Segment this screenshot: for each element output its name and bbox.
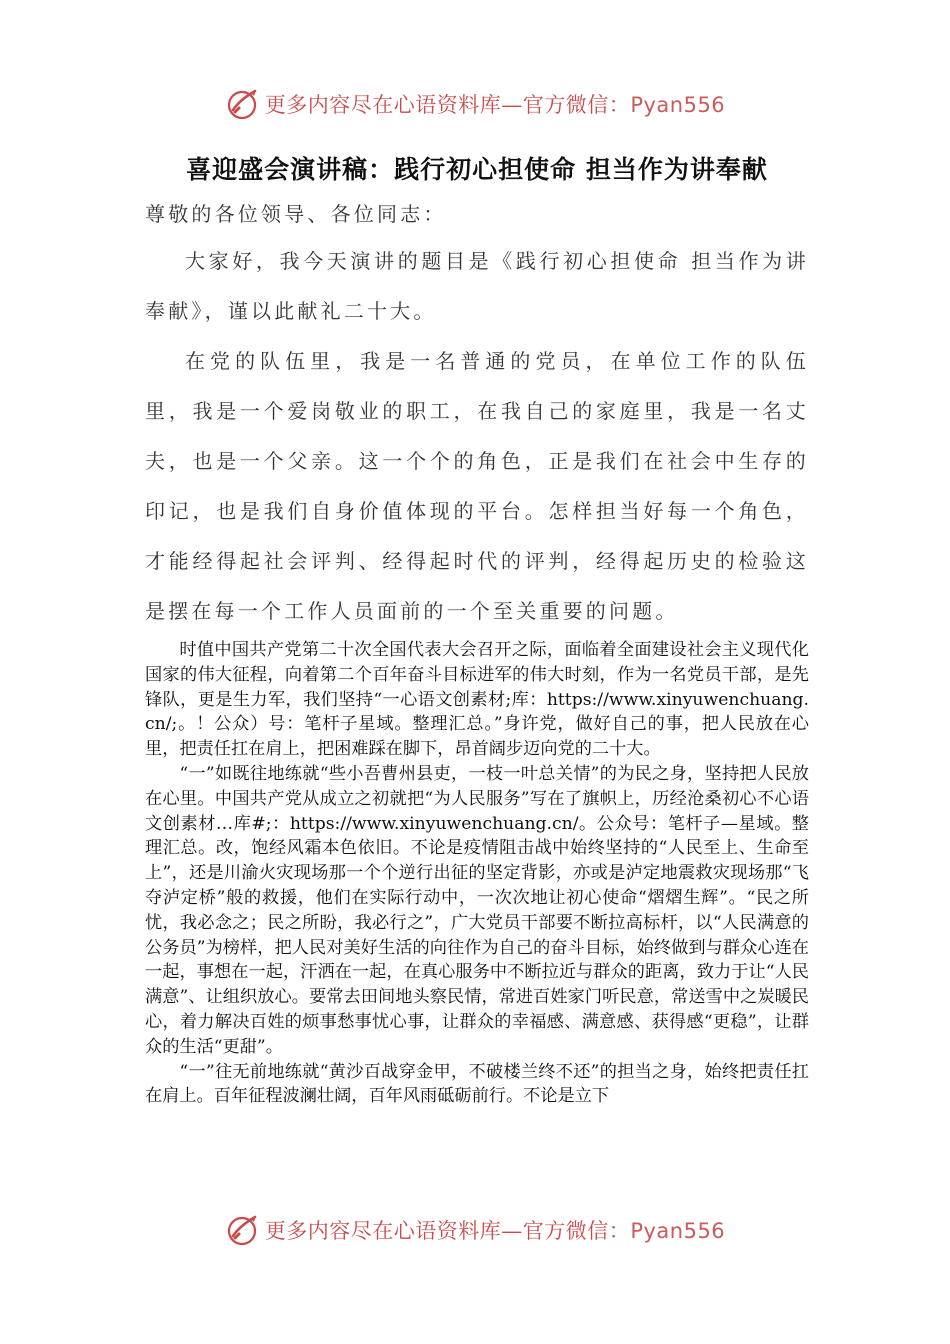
banner-text: 更多内容尽在心语资料库—官方微信：Pyan556 [264,1219,726,1243]
wechat-id: Pyan556 [630,1219,726,1243]
footer-banner [0,1210,950,1250]
pen-logo-icon [225,86,261,122]
salutation: 尊敬的各位领导、各位同志： [145,202,447,226]
paragraph-1: 大家好，我今天演讲的题目是《践行初心担使命 担当作为讲奉献》，谨以此献礼二十大。 [145,249,809,323]
banner-text: 更多内容尽在心语资料库—官方微信：Pyan556 [264,93,726,117]
wechat-id: Pyan556 [630,93,726,117]
pen-logo-icon [225,1212,261,1248]
paragraph-5: “一”往无前地练就“黄沙百战穿金甲，不破楼兰终不还”的担当之身，始终把责任扛在肩上。百年征程波澜壮阔，百年风雨砥砺前行。不论是立下 [145,1061,809,1107]
paragraph-2: 在党的队伍里，我是一名普通的党员，在单位工作的队伍里，我是一个爱岗敬业的职工，在我自己的家庭里，我是一名丈夫，也是一个父亲。这一个个的角色，正是我们在社会中生存的印记，也是我们自身价值体现的平台。怎样担当好每一个角色，才能经得起社会评判、经得起时代的评判，经得起历史的检验这是摆在每一个工作人员面前的一个至关重要的问题。 [145,349,809,623]
document-body [145,150,809,1109]
paragraph-3: 时值中国共产党第二十次全国代表大会召开之际，面临着全面建设社会主义现代化国家的伟大征程，向着第二个百年奋斗目标进军的伟大时刻，作为一名党员干部，是先锋队，更是生力军，我们坚持“一心语文创素材;库：https://www.xinyuwenchuang.cn/;。！公众）号：笔杆子星域。整理汇总。”身许党，做好自己的事，把人民放在心里，把责任扛在肩上，把困难踩在脚下，昂首阔步迈向党的二十大。 [145,640,809,760]
paragraph-4: “一”如既往地练就“些小吾曹州县吏，一枝一叶总关情”的为民之身，坚持把人民放在心里。中国共产党从成立之初就把“为人民服务”写在了旗帜上，历经沧桑初心不心语文创素材…库#;：https://www.xinyuwenchuang.cn/。公众号：笔杆子—星域。整理汇总。改，饱经风霜本色依旧。不论是疫情阻击战中始终坚持的“人民至上、生命至上”，还是川渝火灾现场那一个个逆行出征的坚定背影，亦或是泸定地震救灾现场那“飞夺泸定桥”般的救援，他们在实际行动中，一次次地让初心使命“熠熠生辉”。“民之所忧，我必念之；民之所盼，我必行之”，广大党员干部要不断拉高标杆，以“人民满意的公务员”为榜样，把人民对美好生活的向往作为自己的奋斗目标，始终做到与群众心连在一起，事想在一起，汗洒在一起，在真心服务中不断拉近与群众的距离，致力于让“人民满意”、让组织放心。要常去田间地头察民情，常进百姓家门听民意，常送雪中之炭暖民心，着力解决百姓的烦事愁事忧心事，让群众的幸福感、满意感、获得感“更稳”，让群众的生活“更甜”。 [145,763,809,1057]
header-banner [0,84,950,124]
document-title: 喜迎盛会演讲稿：践行初心担使命 担当作为讲奉献 [186,155,768,184]
